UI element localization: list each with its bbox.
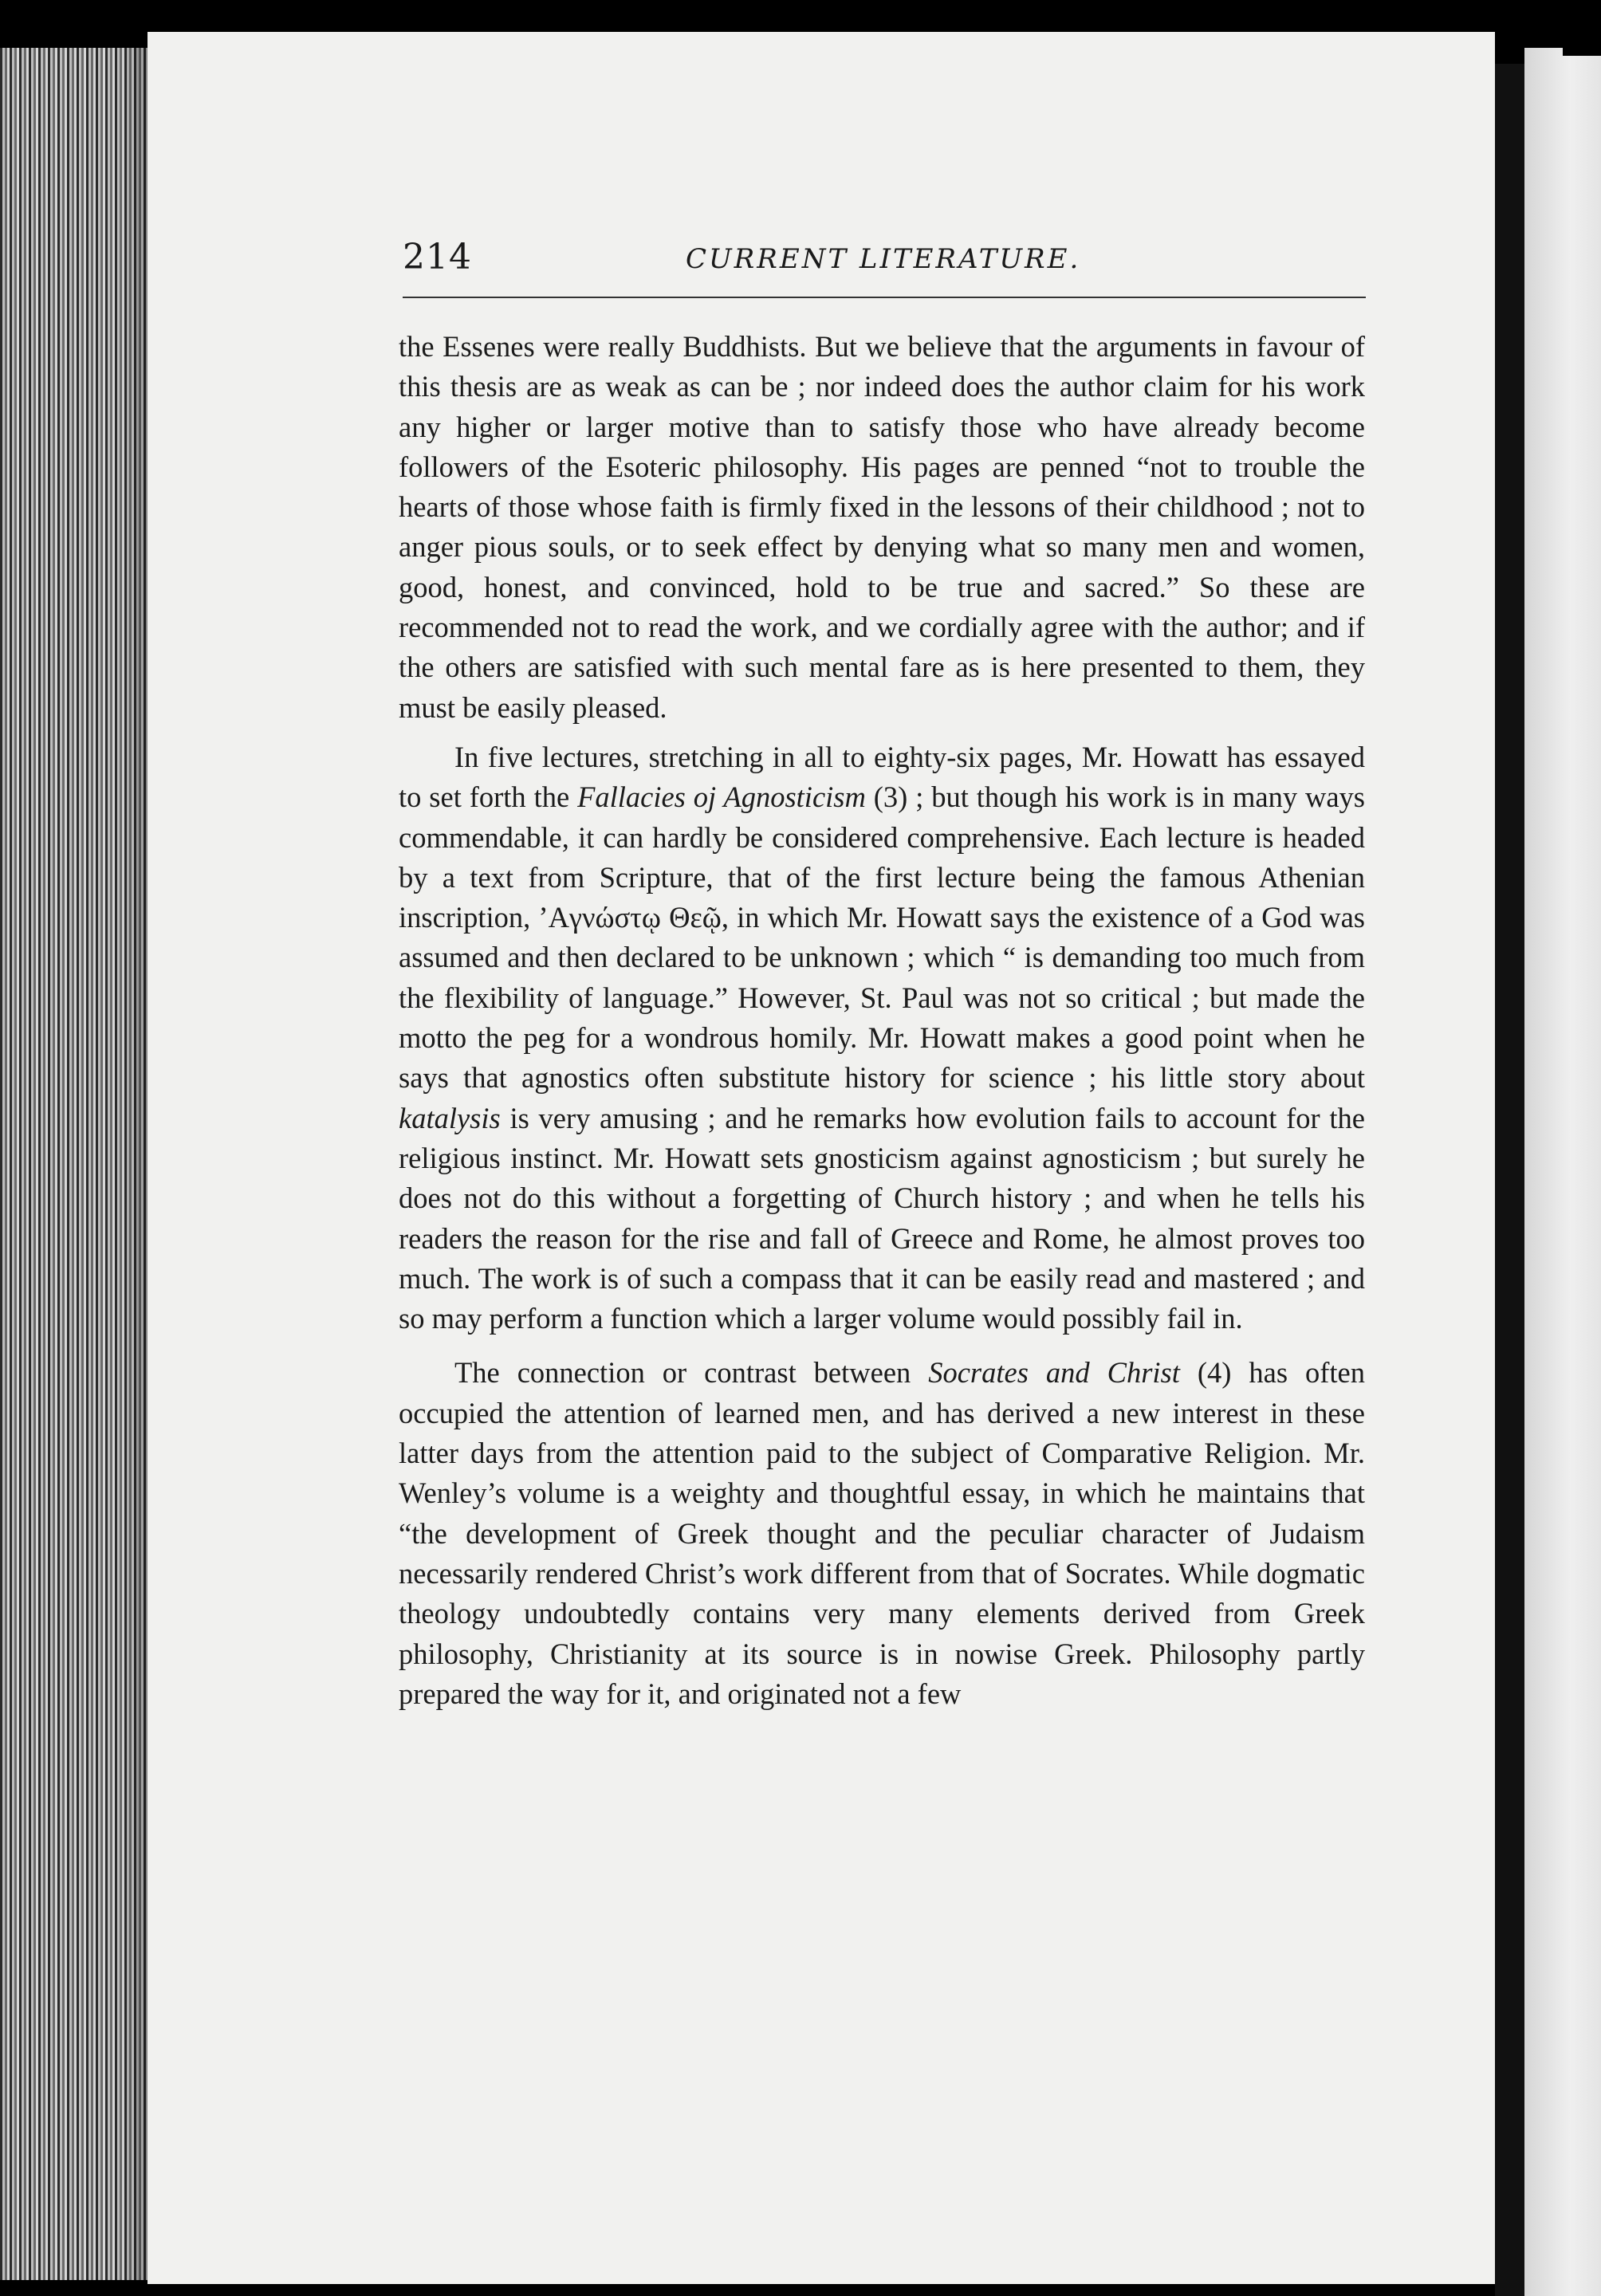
- paragraph-text: The connection or contrast between: [454, 1356, 929, 1390]
- body-text: [399, 327, 1365, 1714]
- paragraph-text: is very amusing ; and he remarks how evolution fails to account for the religious instinct. Mr. Howatt sets gnosticism against agnosticism ; but surely he does not do this without a forgetting of Church history ; and when he tells his readers the reason for the rise and fall of Greece and Rome, he almost proves too much. The work is of such a compass that it can be easily read and mastered ; and so may perform a function which a larger volume would possibly fail in.: [399, 1101, 1365, 1335]
- next-page-sliver: [1524, 48, 1601, 2296]
- paragraph-socrates: [399, 1353, 1365, 1714]
- paragraph-text: the Essenes were really Buddhists. But we believe that the arguments in favour of this thesis are as weak as can be ; nor indeed does the author claim for his work any higher or larger motive than to satisfy those who have already become followers of the Esoteric philosophy. His pages are penned “not to trouble the hearts of those whose faith is firmly fixed in the lessons of their childhood ; not to anger pious souls, or to seek effect by denying what so many men and women, good, honest, and convinced, hold to be true and sacred.” So these are recommended not to read the work, and we cordially agree with the author; and if the others are satisfied with such mental fare as is here presented to them, they must be easily pleased.: [399, 330, 1365, 724]
- paragraph-agnosticism: [399, 737, 1365, 1339]
- header-rule: [403, 297, 1366, 298]
- page-gutter-shadow: [120, 48, 151, 2280]
- running-header: [403, 227, 1366, 291]
- paragraph-text: (3) ; but though his work is in many ways commendable, it can hardly be considered comprehensive. Each lecture is headed by a text from Scripture, that of the first lecture being the famous Athenian inscription, ’Aγνώστῳ Θεῷ, in which Mr. Howatt says the existence of a God was assumed and then declared to be unknown ; which “ is demanding too much from the flexibility of language.” However, St. Paul was not so critical ; but made the motto the peg for a wondrous homily. Mr. Howatt makes a good point when he says that agnostics often substitute history for science ; his little story about: [399, 780, 1365, 1095]
- binding-edge-right: [1495, 64, 1527, 2296]
- book-title-italic: Socrates and Christ: [928, 1356, 1180, 1390]
- term-italic: katalysis: [399, 1101, 501, 1134]
- scan-corner: [1563, 0, 1601, 56]
- running-title: CURRENT LITERATURE.: [686, 243, 1081, 275]
- page-number: 214: [403, 237, 472, 277]
- paragraph-essenes: [399, 327, 1365, 728]
- paragraph-text: (4) has often occupied the attention of learned men, and has derived a new interest in these latter days from the attention paid to the subject of Comparative Religion. Mr. Wenley’s volume is a weighty and thoughtful essay, in which he maintains that “the development of Greek thought and the peculiar character of Judaism necessarily rendered Christ’s work different from that of Socrates. While dogmatic theology undoubtedly contains very many elements derived from Greek philosophy, Christianity at its source is in nowise Greek. Philosophy partly prepared the way for it, and originated not a few: [399, 1356, 1365, 1710]
- paragraph-text: In five lectures, stretching in all to eighty-six pages, Mr. Howatt has essayed to set forth the: [399, 740, 1365, 814]
- book-title-italic: Fallacies oj Agnosticism: [577, 780, 866, 814]
